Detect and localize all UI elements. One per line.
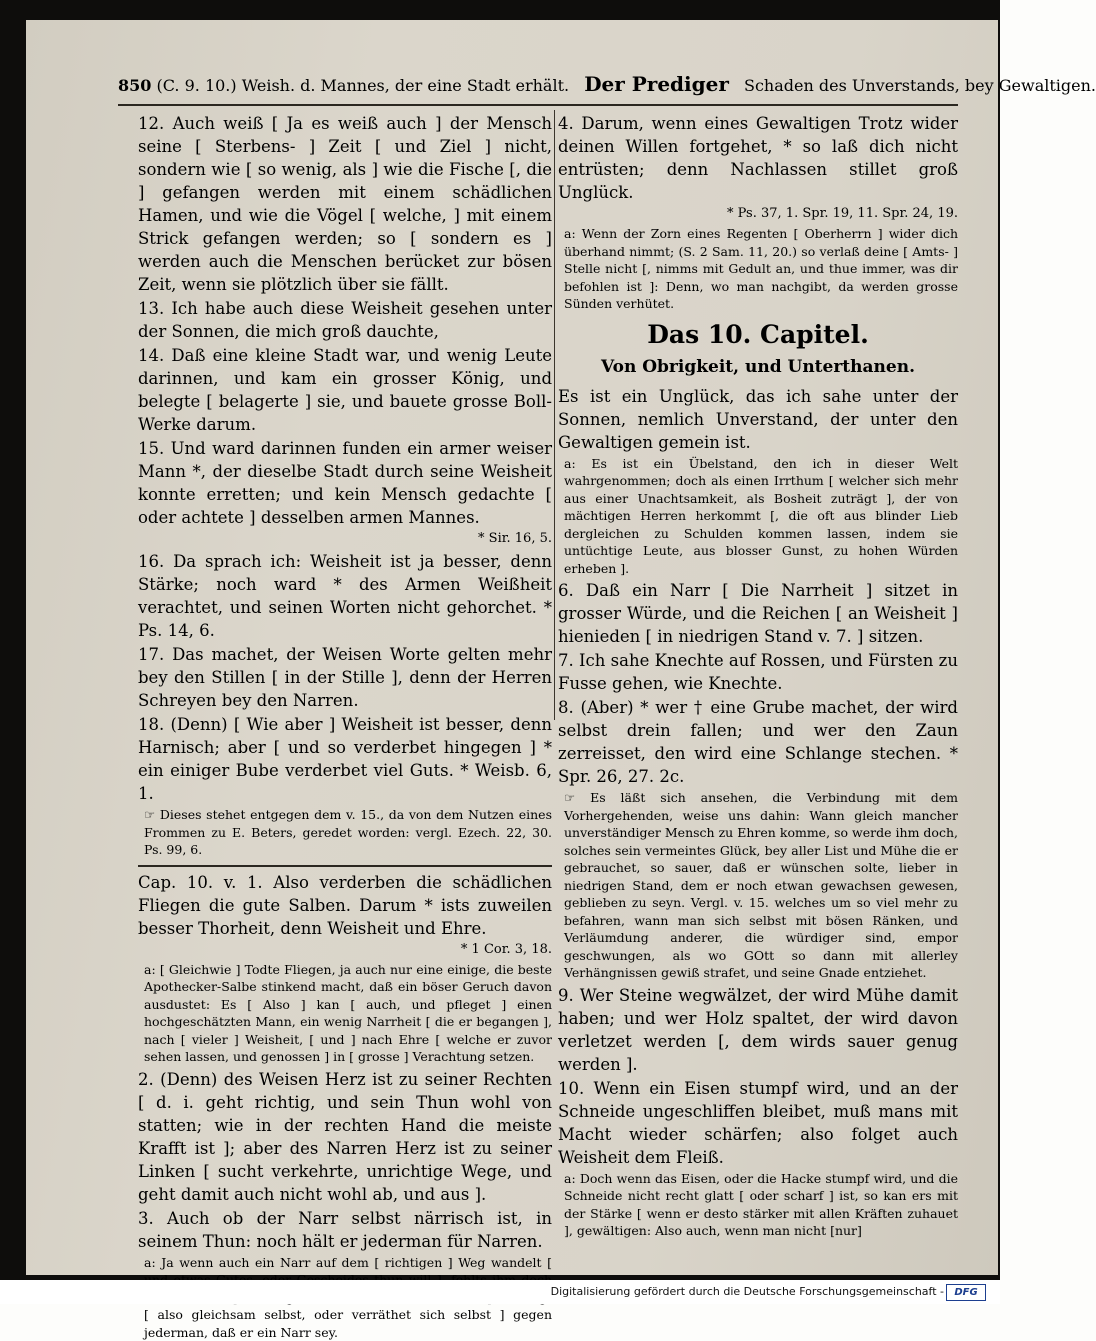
verse-paragraph: 3. Auch ob der Narr selbst närrisch ist, in seinem Thun: noch hält er jederman für Narren. [138, 1207, 552, 1253]
left-column [138, 112, 552, 1162]
verse-paragraph: 4. Darum, wenn eines Gewaltigen Trotz wider deinen Willen fortgehet, * so laß dich nicht entrüsten; denn Nachlassen stillet groß Unglück. [558, 112, 958, 204]
chapter-title: Das 10. Capitel. [558, 319, 958, 351]
verse-paragraph: 13. Ich habe auch diese Weisheit gesehen unter der Sonnen, die mich groß dauchte, [138, 297, 552, 343]
dfg-logo: DFG [946, 1284, 986, 1301]
footer-bar [0, 1280, 1000, 1304]
cross-reference: * Ps. 37, 1. Spr. 19, 11. Spr. 24, 19. [558, 205, 958, 223]
verse-paragraph: 10. Wenn ein Eisen stumpf wird, und an der Schneide ungeschliffen bleibet, muß mans mit Macht wieder schärfen; also folget auch Weisheit dem Fleiß. [558, 1077, 958, 1169]
gloss-paragraph: a: [ Gleichwie ] Todte Fliegen, ja auch nur eine einige, die beste Apothecker-Salbe stinkend macht, daß ein böser Geruch davon ausdustet: Es [ Also ] kan [ auch, und pfleget ] einen hochgeschätzten Mann, ein wenig Narrheit [ die er begangen ], nach [ vieler ] Weisheit, [ und ] nach Ehre [ welche er zuvor sehen lassen, und genossen ] in [ grosse ] Verachtung setzen. [144, 961, 552, 1066]
verse-paragraph: 17. Das machet, der Weisen Worte gelten mehr bey den Stillen [ in der Stille ], denn der Herren Schreyen bey den Narren. [138, 643, 552, 712]
verse-paragraph: 9. Wer Steine wegwälzet, der wird Mühe damit haben; und wer Holz spaltet, der wird davon verletzet werden [, dem wirds sauer genug werden ]. [558, 984, 958, 1076]
cross-reference: * 1 Cor. 3, 18. [138, 941, 552, 959]
funding-notice: Digitalisierung gefördert durch die Deutsche Forschungsgemeinschaft - [551, 1285, 944, 1298]
verse-paragraph: 7. Ich sahe Knechte auf Rossen, und Fürsten zu Fusse gehen, wie Knechte. [558, 649, 958, 695]
gloss-paragraph: ☞ Es läßt sich ansehen, die Verbindung mit dem Vorhergehenden, weise uns dahin: Wann gleich mancher unverständiger Mensch zu Ehren komme, so werde ihm doch, solches sein vermeintes Glück, bey aller List und Mühe die er gebrauchet, so sauer, daß er wünschen solte, lieber in niedrigen Stand, dem er noch etwan gewachsen gewesen, geblieben zu seyn. Vergl. v. 15. welches um so viel mehr zu befahren, wann man sich selbst mit bösen Ränken, und Verläumdung anderer, die würdiger sind, empor geschwungen, als wo GOtt so dann mit allerley Verhängnissen gewiß strafet, und seine Gnade entziehet. [564, 789, 958, 982]
page-number: 850 [118, 76, 151, 95]
verse-paragraph: 6. Daß ein Narr [ Die Narrheit ] sitzet in grosser Würde, und die Reichen [ an Weisheit ] hienieden [ in niedrigen Stand v. 7. ] sitzen. [558, 579, 958, 648]
running-head-right: Schaden des Unverstands, bey Gewaltigen. [744, 76, 1096, 95]
column-divider [554, 110, 555, 720]
right-column [558, 112, 958, 1162]
book-title: Der Prediger [584, 72, 729, 96]
gloss-paragraph: a: Ja wenn auch ein Narr auf dem [ richtigen ] Weg wandelt [ [ also gleichsam selbst, oder verräthet sich selbst ] gegen jederman, daß er ein Narr sey. [144, 1254, 552, 1341]
running-head [118, 64, 958, 106]
gloss-paragraph: a: Doch wenn das Eisen, oder die Hacke stumpf wird, und die Schneide nicht recht glatt [ oder scharf ] ist, so kan ers mit der Stärke [ wenn er desto stärker mit allen Kräften zuhauet ], gewältigen: Also auch, wenn man nicht [nur] [564, 1170, 958, 1240]
verse-paragraph: Cap. 10. v. 1. Also verderben die schädlichen Fliegen die gute Salben. Darum * ists zuweilen besser Thorheit, denn Weisheit und Ehre. [138, 871, 552, 940]
chapter-divider-rule [138, 865, 552, 867]
verse-paragraph: 14. Daß eine kleine Stadt war, und wenig Leute darinnen, und kam ein grosser König, und belegte [ belagerte ] sie, und bauete grosse Boll-Werke darum. [138, 344, 552, 436]
gloss-paragraph: a: Wenn der Zorn eines Regenten [ Oberherrn ] wider dich überhand nimmt; (S. 2 Sam. 11, 20.) so verlaß deine [ Amts- ] Stelle nicht [, nimms mit Gedult an, und thue immer, was dir befohlen ist ]: Denn, wo man nachgibt, da werden grosse Sünden verhütet. [564, 225, 958, 313]
cross-reference: * Sir. 16, 5. [138, 530, 552, 548]
gloss-paragraph: ☞ Dieses stehet entgegen dem v. 15., da von dem Nutzen eines Frommen zu E. Beters, geredet worden: vergl. Ezech. 22, 30. Ps. 99, 6. [144, 806, 552, 859]
verse-paragraph: 18. (Denn) [ Wie aber ] Weisheit ist besser, denn Harnisch; aber [ und so verderbet hingegen ] * ein einiger Bube verderbet viel Guts. * Weisb. 6, 1. [138, 713, 552, 805]
gloss-paragraph: a: Es ist ein Übelstand, den ich in dieser Welt wahrgenommen; doch als einen Irrthum [ welcher sich mehr aus einer Unachtsamkeit, als Bosheit zuträgt ], der von mächtigen Herren herkommt [, die oft aus blinder Lieb dergleichen zu Schulden kommen lassen, indem sie untüchtige Leute, aus blosser Gunst, zu hohen Würden erheben ]. [564, 455, 958, 578]
verse-paragraph: Es ist ein Unglück, das ich sahe unter der Sonnen, nemlich Unverstand, der unter den Gewaltigen gemein ist. [558, 385, 958, 454]
verse-paragraph: 12. Auch weiß [ Ja es weiß auch ] der Mensch seine [ Sterbens- ] Zeit [ und Ziel ] nicht, sondern wie [ so wenig, als ] wie die Fische [, die ] gefangen werden mit einem schädlichen Hamen, und wie die Vögel [ welche, ] mit einem Strick gefangen werden; so [ sondern es ] werden auch die Menschen berücket zur bösen Zeit, wenn sie plötzlich über sie fällt. [138, 112, 552, 296]
verse-paragraph: 16. Da sprach ich: Weisheit ist ja besser, denn Stärke; noch ward * des Armen Weißheit verachtet, und seinen Worten nicht gehorchet. * Ps. 14, 6. [138, 550, 552, 642]
running-head-left: (C. 9. 10.) Weish. d. Mannes, der eine Stadt erhält. [157, 76, 570, 95]
chapter-subtitle: Von Obrigkeit, und Unterthanen. [558, 355, 958, 379]
verse-paragraph: 2. (Denn) des Weisen Herz ist zu seiner Rechten [ d. i. geht richtig, und sein Thun wohl von statten; wie in der rechten Hand die meiste Krafft ist ]; aber des Narren Herz ist zu seiner Linken [ sucht verkehrte, unrichtige Wege, und geht damit auch nicht wohl ab, und aus ]. [138, 1068, 552, 1206]
verse-paragraph: 15. Und ward darinnen funden ein armer weiser Mann *, der dieselbe Stadt durch seine Weisheit konnte erretten; und kein Mensch gedachte [ oder achtete ] desselben armen Mannes. [138, 437, 552, 529]
verse-paragraph: 8. (Aber) * wer † eine Grube machet, der wird selbst drein fallen; und wer den Zaun zerreisset, den wird eine Schlange stechen. * Spr. 26, 27. 2c. [558, 696, 958, 788]
